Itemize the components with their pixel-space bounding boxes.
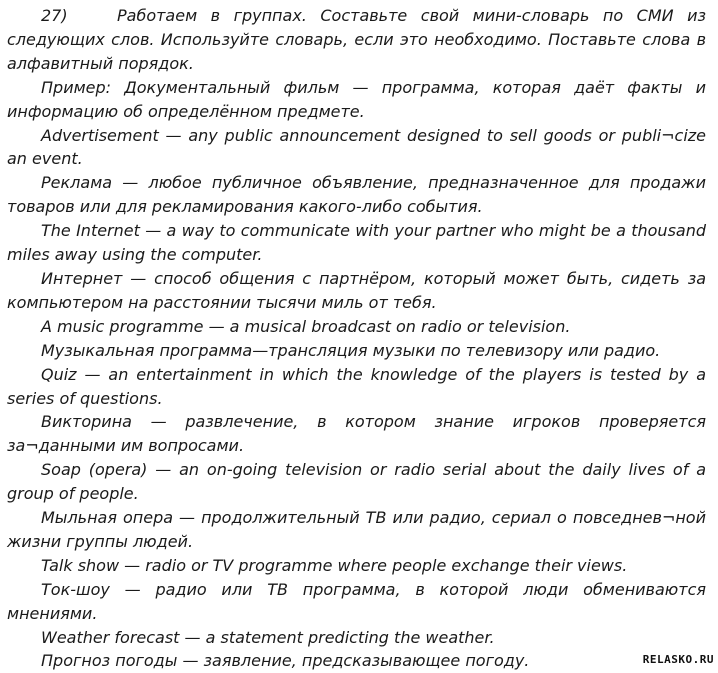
entry-soap-opera-ru: Мыльная опера — продолжительный ТВ или радио, сериал о повседнев¬ной жизни группы людей. — [7, 508, 706, 551]
entry-advertisement-en: Advertisement — any public announcement designed to sell goods or publi¬cize an event. — [7, 125, 706, 169]
entry-quiz-ru: Викторина — развлечение, в котором знание игроков проверяется за¬данными им вопросами. — [7, 412, 706, 456]
entry-advertisement-ru: Реклама — любое публичное объявление, предназначенное для продажи товаров или для рекламирования какого-либо события. — [7, 173, 706, 217]
entry-weather-forecast-en: Weather forecast — a statement predicting the weather. — [41, 627, 495, 647]
task-number: 27) — [41, 6, 68, 25]
entry-quiz-en: Quiz — an entertainment in which the knowledge of the players is tested by a series of questions. — [7, 364, 706, 408]
site-watermark: RELASKO.RU — [642, 653, 714, 666]
task-text: Работаем в группах. Составьте свой мини-словарь по СМИ из следующих слов. Используйте словарь, если это необходимо. Поставьте слова в алфавитный порядок. — [7, 6, 706, 73]
entry-talk-show-en: Talk show — radio or TV programme where people exchange their views. — [41, 555, 628, 575]
entry-internet-en: The Internet — a way to communicate with your partner who might be a thousand miles away using the computer. — [7, 221, 706, 265]
example-entry: Пример: Документальный фильм — программа, которая даёт факты и информацию об определённом предмете. — [7, 77, 706, 121]
task-statement — [7, 4, 706, 76]
entry-weather-forecast-ru: Прогноз погоды — заявление, предсказывающее погоду. — [41, 651, 530, 671]
entry-music-programme-ru: Музыкальная программа—трансляция музыки по телевизору или радио. — [41, 340, 661, 360]
entry-internet-ru: Интернет — способ общения с партнёром, который может быть, сидеть за компьютером на расстоянии тысячи миль от тебя. — [7, 268, 706, 312]
entry-talk-show-ru: Ток-шоу — радио или ТВ программа, в которой люди обмениваются мнениями. — [7, 579, 706, 623]
entry-music-programme-en: A music programme — a musical broadcast on radio or television. — [41, 316, 571, 336]
entry-soap-opera-en: Soap (opera) — an on-going television or radio serial about the daily lives of a group of people. — [7, 460, 706, 504]
